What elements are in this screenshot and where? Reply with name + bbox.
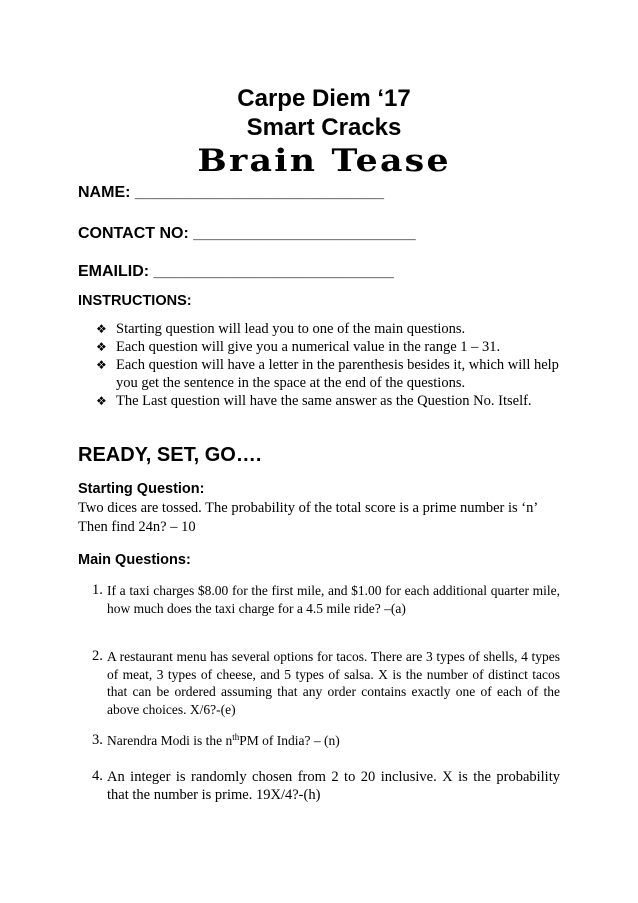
question-text-part: Narendra Modi is the n bbox=[107, 733, 233, 748]
question-text: If a taxi charges $8.00 for the first mile, and $1.00 for each additional quarter mile, how much does the taxi charge for a 4.5 mile ride? –(a) bbox=[107, 583, 560, 616]
email-field[interactable]: EMAILID: ___________________________ bbox=[78, 263, 394, 280]
question-1 bbox=[92, 582, 560, 617]
event-subtitle: Smart Cracks bbox=[246, 114, 402, 141]
question-4 bbox=[92, 768, 560, 804]
ordinal-suffix: th bbox=[232, 732, 240, 742]
question-number: 3. bbox=[92, 732, 103, 748]
instruction-text: Starting question will lead you to one of the main questions. bbox=[116, 321, 466, 337]
question-text: An integer is randomly chosen from 2 to 20 inclusive. X is the probability that the number is prime. 19X/4?-(h) bbox=[107, 769, 560, 803]
event-title: Carpe Diem ‘17 bbox=[237, 85, 411, 112]
question-2 bbox=[92, 648, 560, 718]
list-item bbox=[96, 356, 566, 392]
diamond-bullet-icon: ❖ bbox=[96, 322, 107, 336]
ready-heading: READY, SET, GO…. bbox=[78, 444, 262, 466]
instructions-list bbox=[96, 320, 566, 410]
starting-question-line: Then find 24n? – 10 bbox=[78, 519, 196, 535]
name-field[interactable]: NAME: ____________________________ bbox=[78, 184, 385, 201]
question-text-part: PM of India? – (n) bbox=[239, 733, 340, 748]
list-item bbox=[96, 320, 566, 338]
question-3 bbox=[92, 732, 560, 750]
question-number: 4. bbox=[92, 768, 103, 784]
instruction-text: The Last question will have the same answer as the Question No. Itself. bbox=[116, 393, 532, 409]
question-text bbox=[92, 732, 560, 750]
diamond-bullet-icon: ❖ bbox=[96, 394, 107, 408]
main-questions-heading: Main Questions: bbox=[78, 552, 191, 568]
contact-field[interactable]: CONTACT NO: _________________________ bbox=[78, 225, 416, 242]
question-number: 1. bbox=[92, 582, 103, 598]
diamond-bullet-icon: ❖ bbox=[96, 340, 107, 354]
question-number: 2. bbox=[92, 648, 103, 664]
question-text: A restaurant menu has several options for tacos. There are 3 types of shells, 4 types of meat, 3 types of cheese, and 5 types of salsa. X is the number of distinct tacos that can be ordered assuming that any order contains exactly one of each of the above choices. X/6?-(e) bbox=[107, 649, 560, 717]
diamond-bullet-icon: ❖ bbox=[96, 358, 107, 372]
instruction-text: Each question will give you a numerical value in the range 1 – 31. bbox=[116, 339, 501, 355]
brain-tease-title: Brain Tease bbox=[197, 143, 451, 179]
instructions-heading: INSTRUCTIONS: bbox=[78, 293, 192, 309]
list-item bbox=[96, 338, 566, 356]
starting-question-line: Two dices are tossed. The probability of the total score is a prime number is ‘n’ bbox=[78, 500, 539, 516]
starting-question-heading: Starting Question: bbox=[78, 481, 205, 497]
title-block bbox=[0, 84, 638, 180]
list-item bbox=[96, 392, 566, 410]
starting-question-text bbox=[78, 499, 578, 537]
instruction-text: Each question will have a letter in the parenthesis besides it, which will help you get the sentence in the space at the end of the questions. bbox=[116, 357, 559, 391]
